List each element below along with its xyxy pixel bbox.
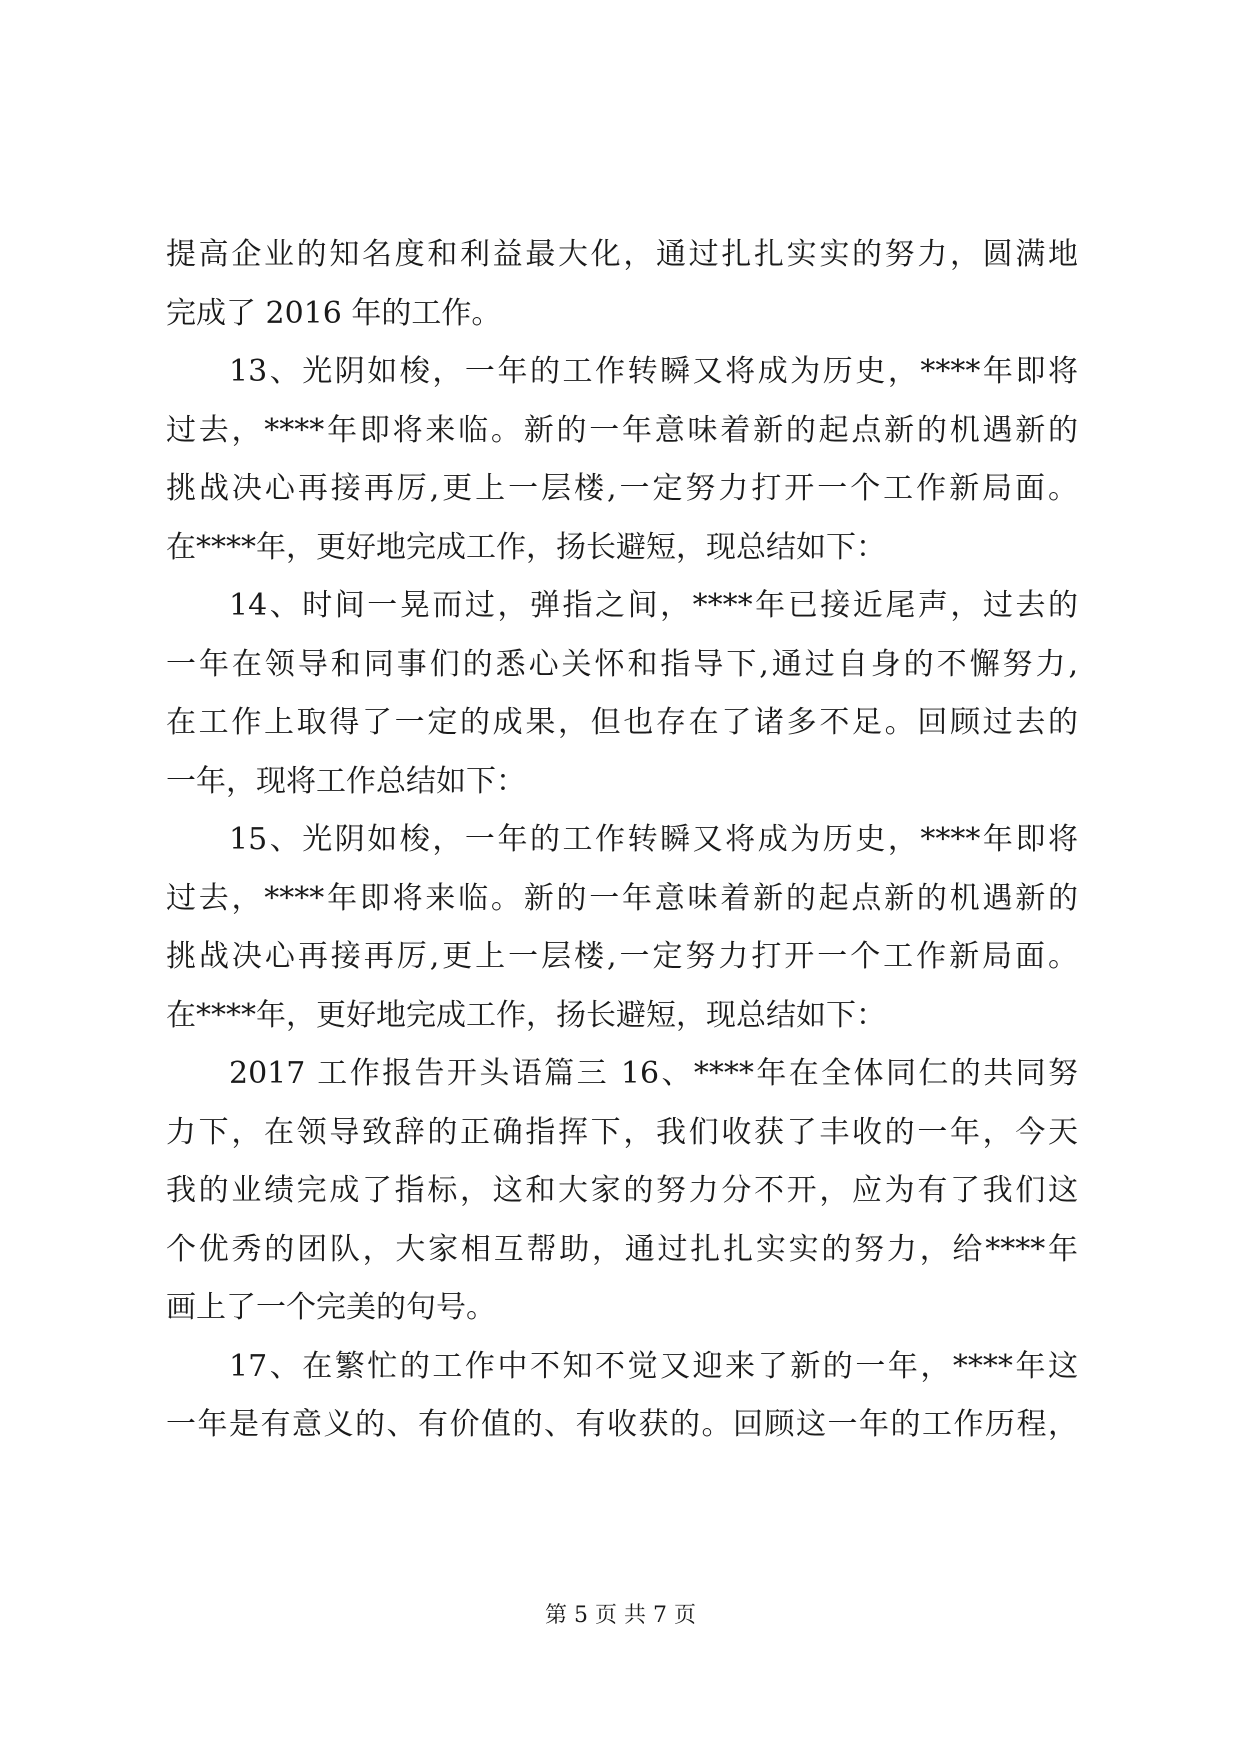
text-line: 13、光阴如梭，一年的工作转瞬又将成为历史，****年即将 — [229, 354, 1078, 389]
text-line: 17、在繁忙的工作中不知不觉又迎来了新的一年，****年这 — [229, 1348, 1078, 1384]
text-line: 15、光阴如梭，一年的工作转瞬又将成为历史，****年即将 — [229, 822, 1078, 857]
text-line: 一年是有意义的、有价值的、有收获的。回顾这一年的工作历程， — [166, 1407, 1078, 1442]
text-line: 挑战决心再接再厉,更上一层楼,一定努力打开一个工作新局面。 — [166, 471, 1078, 506]
text-line: 在****年，更好地完成工作，扬长避短，现总结如下： — [166, 529, 886, 565]
text-line: 提高企业的知名度和利益最大化，通过扎扎实实的努力，圆满地 — [166, 237, 1078, 272]
text-line: 个优秀的团队，大家相互帮助，通过扎扎实实的努力，给****年 — [166, 1231, 1078, 1267]
text-line: 挑战决心再接再厉,更上一层楼,一定努力打开一个工作新局面。 — [166, 939, 1078, 974]
text-line: 过去，****年即将来临。新的一年意味着新的起点新的机遇新的 — [166, 412, 1078, 448]
text-line: 在工作上取得了一定的成果，但也存在了诸多不足。回顾过去的 — [166, 705, 1078, 740]
page-footer: 第 5 页 共 7 页 — [545, 1603, 696, 1628]
text-line: 2017 工作报告开头语篇三 16、****年在全体同仁的共同努 — [229, 1056, 1078, 1091]
text-line: 在****年，更好地完成工作，扬长避短，现总结如下： — [166, 997, 886, 1033]
body-text — [166, 226, 1078, 1455]
text-line: 画上了一个完美的句号。 — [166, 1290, 496, 1325]
text-line: 完成了 2016 年的工作。 — [166, 295, 502, 331]
text-line: 过去，****年即将来临。新的一年意味着新的起点新的机遇新的 — [166, 880, 1078, 916]
text-line: 力下，在领导致辞的正确指挥下，我们收获了丰收的一年，今天 — [166, 1114, 1078, 1150]
text-line: 一年在领导和同事们的悉心关怀和指导下,通过自身的不懈努力, — [166, 646, 1078, 682]
text-line: 14、时间一晃而过，弹指之间，****年已接近尾声，过去的 — [229, 588, 1078, 623]
text-line: 我的业绩完成了指标，这和大家的努力分不开，应为有了我们这 — [166, 1173, 1078, 1208]
text-line: 一年，现将工作总结如下： — [166, 763, 526, 799]
